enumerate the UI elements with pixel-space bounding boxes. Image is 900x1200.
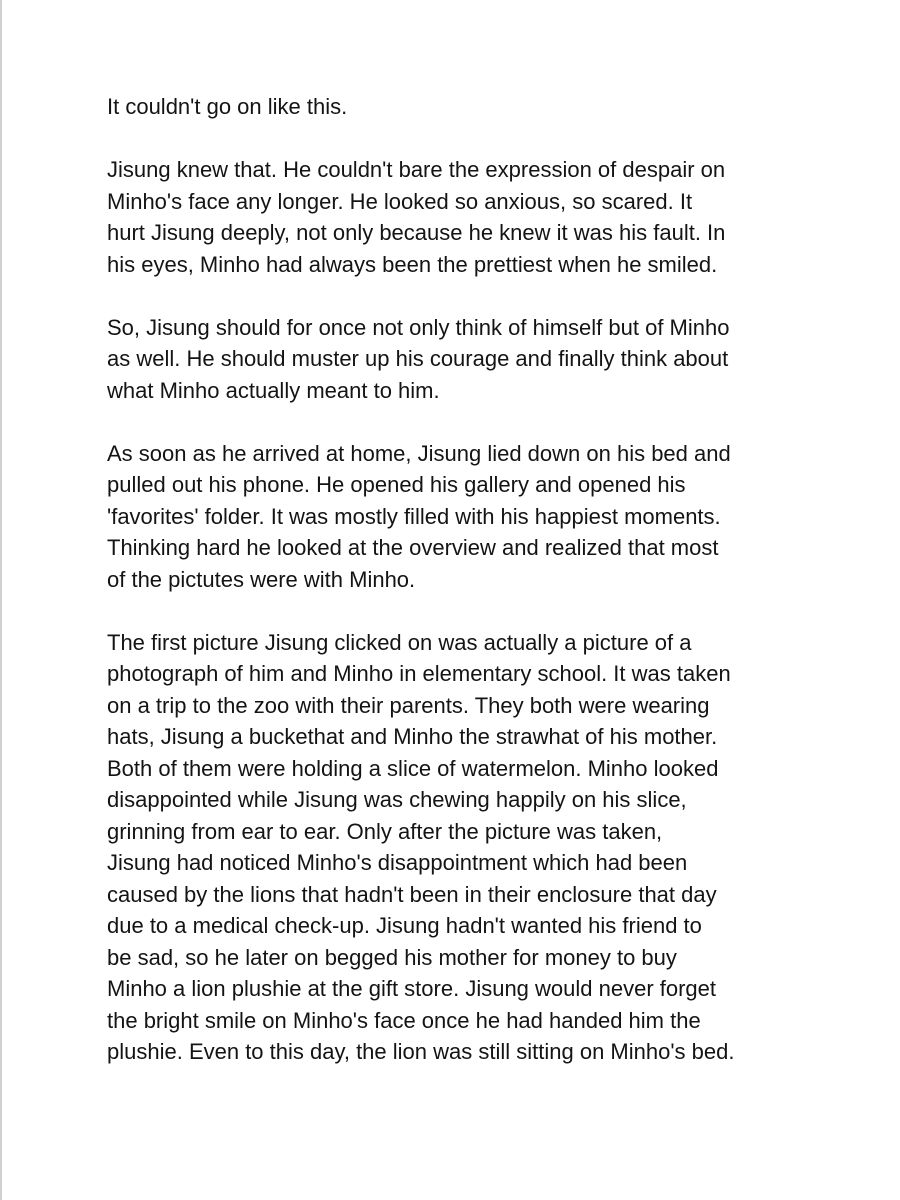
text-line: what Minho actually meant to him. bbox=[107, 377, 440, 403]
text-line: hats, Jisung a buckethat and Minho the strawhat of his mother. bbox=[107, 724, 718, 749]
text-line: the bright smile on Minho's face once he had handed him the bbox=[107, 1007, 701, 1033]
text-line: on a trip to the zoo with their parents. They both were wearing bbox=[107, 692, 710, 718]
paragraph bbox=[107, 438, 807, 596]
text-line: caused by the lions that hadn't been in their enclosure that day bbox=[107, 881, 717, 907]
text-line: as well. He should muster up his courage and finally think about bbox=[107, 346, 729, 371]
text-line: be sad, so he later on begged his mother for money to buy bbox=[107, 944, 677, 970]
paragraph bbox=[107, 312, 807, 407]
page-left-edge bbox=[0, 0, 2, 1200]
text-line: hurt Jisung deeply, not only because he knew it was his fault. In bbox=[107, 220, 726, 245]
text-line: It couldn't go on like this. bbox=[107, 94, 348, 119]
text-line: Thinking hard he looked at the overview and realized that most bbox=[107, 535, 719, 560]
text-line: disappointed while Jisung was chewing happily on his slice, bbox=[107, 787, 687, 812]
paragraph bbox=[107, 154, 807, 280]
text-line: grinning from ear to ear. Only after the picture was taken, bbox=[107, 818, 663, 844]
text-line: Both of them were holding a slice of watermelon. Minho looked bbox=[107, 755, 719, 781]
text-line: Minho a lion plushie at the gift store. Jisung would never forget bbox=[107, 976, 717, 1001]
text-line: 'favorites' folder. It was mostly filled with his happiest moments. bbox=[107, 503, 721, 529]
text-line: plushie. Even to this day, the lion was still sitting on Minho's bed. bbox=[107, 1039, 735, 1064]
text-line: pulled out his phone. He opened his gallery and opened his bbox=[107, 472, 686, 497]
text-line: Jisung had noticed Minho's disappointment which had been bbox=[107, 850, 688, 875]
text-line: photograph of him and Minho in elementary school. It was taken bbox=[107, 661, 731, 686]
text-line: of the pictutes were with Minho. bbox=[107, 566, 416, 592]
text-line: his eyes, Minho had always been the prettiest when he smiled. bbox=[107, 251, 718, 277]
text-line: So, Jisung should for once not only think of himself but of Minho bbox=[107, 314, 730, 340]
text-line: Jisung knew that. He couldn't bare the expression of despair on bbox=[107, 157, 726, 182]
text-line: Minho's face any longer. He looked so anxious, so scared. It bbox=[107, 188, 693, 214]
document-body bbox=[107, 91, 807, 1099]
text-line: As soon as he arrived at home, Jisung lied down on his bed and bbox=[107, 440, 731, 466]
paragraph bbox=[107, 91, 807, 123]
text-line: due to a medical check-up. Jisung hadn't wanted his friend to bbox=[107, 913, 702, 938]
text-line: The first picture Jisung clicked on was actually a picture of a bbox=[107, 629, 692, 655]
paragraph bbox=[107, 627, 807, 1068]
